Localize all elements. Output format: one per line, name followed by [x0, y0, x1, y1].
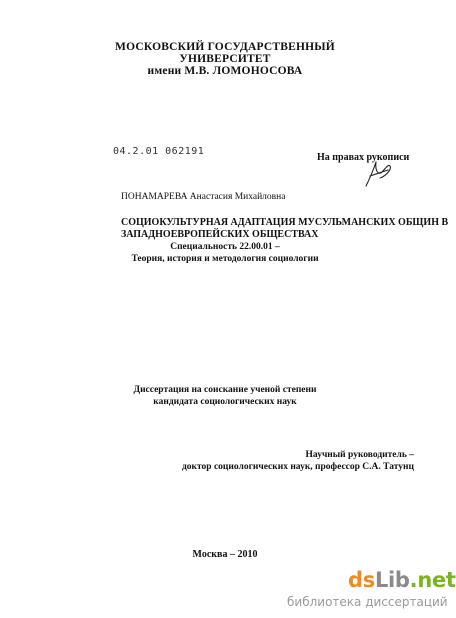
watermark-brand-mid: Lib	[374, 568, 410, 592]
signature-image	[360, 158, 396, 190]
library-stamp-number: 04.2.01 062191	[113, 146, 205, 157]
supervisor-name: доктор социологических наук, профессор С.А. Татунц	[181, 462, 414, 472]
city-year: Москва – 2010	[192, 549, 258, 560]
university-name-line1: МОСКОВСКИЙ ГОСУДАРСТВЕННЫЙ	[115, 41, 335, 53]
watermark-tagline: библиотека диссертаций	[287, 595, 448, 609]
watermark-brand-suffix: .net	[409, 568, 456, 592]
specialty-code: Специальность 22.00.01 –	[170, 242, 280, 252]
manuscript-note: На правах рукописи	[317, 152, 410, 163]
dissertation-title-line1: СОЦИОКУЛЬТУРНАЯ АДАПТАЦИЯ МУСУЛЬМАНСКИХ ОБЩИН В	[121, 217, 449, 228]
watermark-logo	[348, 568, 456, 592]
university-name-line2: УНИВЕРСИТЕТ	[179, 53, 271, 65]
degree-line2: кандидата социологических наук	[153, 397, 297, 407]
watermark-brand-prefix: ds	[348, 568, 375, 592]
degree-line1: Диссертация на соискание ученой степени	[133, 385, 317, 395]
dissertation-title-line2: ЗАПАДНОЕВРОПЕЙСКИХ ОБЩЕСТВАХ	[121, 229, 319, 240]
university-name-line3: имени М.В. ЛОМОНОСОВА	[147, 65, 303, 77]
specialty-name: Теория, история и методология социологии	[131, 254, 319, 264]
author-name: ПОНАМАРЕВА Анастасия Михайловна	[121, 192, 286, 202]
supervisor-label: Научный руководитель –	[305, 450, 414, 460]
